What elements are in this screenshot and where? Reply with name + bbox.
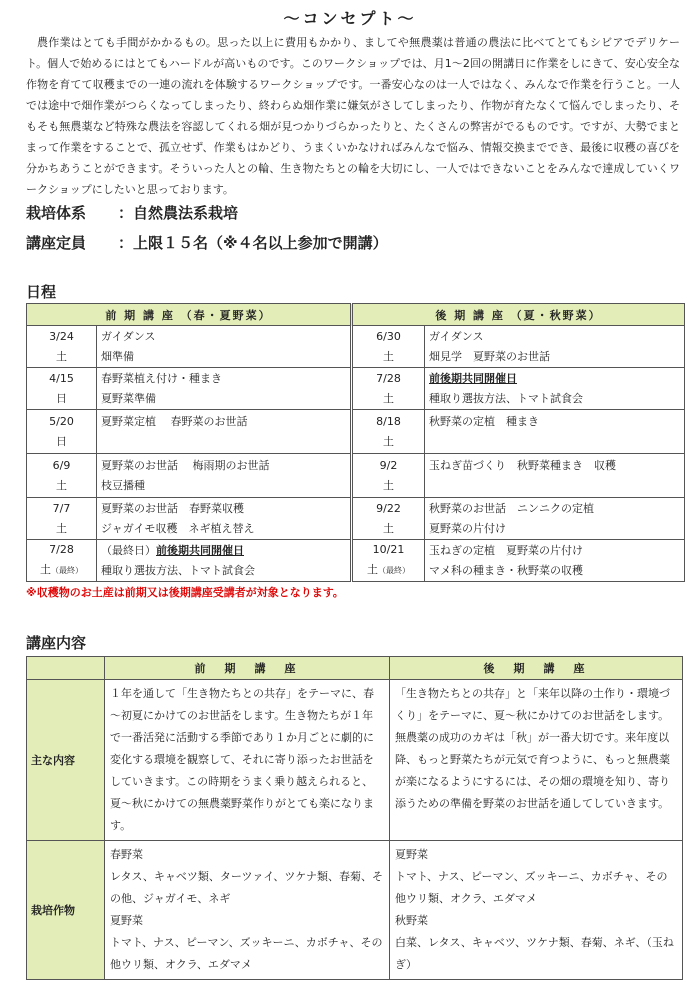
schedule-date-second: 6/30 土 (352, 326, 425, 368)
schedule-date-first: 5/20 日 (27, 410, 97, 454)
schedule-header-second: 後 期 講 座 （夏・秋野菜） (352, 304, 685, 326)
crops-first-list-summer: トマト、ナス、ピーマン、ズッキーニ、カボチャ、その他ウリ類、オクラ、エダマメ (110, 936, 383, 971)
crops-second-list-autumn: 白菜、レタス、キャベツ、ツケナ類、春菊、ネギ、（玉ねぎ） (395, 936, 674, 971)
schedule-date-second: 10/21 土（最終） (352, 540, 425, 582)
crops-second-list-summer: トマト、ナス、ピーマン、ズッキーニ、カボチャ、その他ウリ類、オクラ、エダマメ (395, 870, 668, 905)
course-capacity-value: ：上限１５名（※４名以上参加で開講） (118, 234, 388, 252)
content-table (26, 656, 683, 980)
content-row-crops (27, 841, 683, 980)
crops-first-list-spring: レタス、キャベツ類、ターツァイ、ツケナ類、春菊、その他、ジャガイモ、ネギ (110, 870, 384, 905)
schedule-title: 日程 (26, 283, 57, 301)
course-capacity-label: 講座定員 (26, 234, 87, 252)
schedule-row (27, 326, 685, 368)
schedule-date-second: 9/22 土 (352, 498, 425, 540)
schedule-date-first: 7/28 土（最終） (27, 540, 97, 582)
schedule-activity-first: 夏野菜のお世話 春野菜収穫 ジャガイモ収穫 ネギ植え替え (97, 498, 352, 540)
schedule-row (27, 410, 685, 454)
schedule-header-first: 前 期 講 座 （春・夏野菜） (27, 304, 352, 326)
schedule-date-first: 6/9 土 (27, 454, 97, 498)
crops-second-heading-summer: 夏野菜 (395, 848, 428, 861)
crops-second (390, 841, 683, 980)
crops-label: 栽培作物 (27, 841, 105, 980)
crops-second-heading-autumn: 秋野菜 (395, 914, 428, 927)
cultivation-system-value: ：自然農法系栽培 (118, 204, 239, 222)
cultivation-system-label: 栽培体系 (26, 204, 87, 222)
concept-title: ～コンセプト～ (283, 9, 417, 28)
schedule-row (27, 368, 685, 410)
content-row-main (27, 680, 683, 841)
schedule-activity-second: 秋野菜のお世話 ニンニクの定植 夏野菜の片付け (425, 498, 685, 540)
schedule-row (27, 540, 685, 582)
crops-first (105, 841, 390, 980)
schedule-row (27, 498, 685, 540)
schedule-activity-first: 夏野菜定植 春野菜のお世話 (97, 410, 352, 454)
schedule-date-first: 4/15 日 (27, 368, 97, 410)
schedule-row (27, 454, 685, 498)
schedule-activity-first: 夏野菜のお世話 梅雨期のお世話 枝豆播種 (97, 454, 352, 498)
content-header-first: 前 期 講 座 (105, 657, 390, 680)
schedule-activity-second: ガイダンス 畑見学 夏野菜のお世話 (425, 326, 685, 368)
content-header-second: 後 期 講 座 (390, 657, 683, 680)
concept-paragraph: 農作業はとても手間がかかるもの。思った以上に費用もかかり、ましてや無農薬は普通の農法に比べてとてもシビアでデリケート。個人で始めるにはとてもハードルが高いものです。このワークショップでは、月1～2回の開講日に作業をしにきて、安心安全な作物を育てて収穫までの一連の流れを体験するワークショップです。一番安心なのは一人ではなく、みんなで作業を行うこと。一人では途中で畑作業がつらくなってしまったり、終わらぬ畑作業に嫌気がさしてしまったり、作物が育たなくて悩んでしまったり、そもそも無農薬など特殊な農法を容認してくれる畑が見つかりづらかったりと、たくさんの弊害がでるものです。ですが、大勢でまとまって作業をすることで、孤立せず、作業もはかどり、うまくいかなければみんなで悩み、情報交換まででき、最後に収穫の喜びを分かちあうことができます。そういった人との輪、生き物たちとの輪を大切にし、一人ではできないことをみんなで達成していくワークショップにしたいと思っております。 (26, 36, 680, 196)
cultivation-system (26, 202, 238, 223)
schedule-date-first: 3/24 土 (27, 326, 97, 368)
schedule-activity-first: ガイダンス 畑準備 (97, 326, 352, 368)
concept-body (26, 32, 680, 200)
schedule-activity-second: 秋野菜の定植 種まき (425, 410, 685, 454)
schedule-date-second: 7/28 土 (352, 368, 425, 410)
content-title: 講座内容 (26, 634, 87, 652)
schedule-activity-second: 前後期共同開催日 種取り選抜方法、トマト試食会 (425, 368, 685, 410)
schedule-date-second: 9/2 土 (352, 454, 425, 498)
souvenir-note: ※収穫物のお土産は前期又は後期講座受講者が対象となります。 (26, 586, 344, 599)
schedule-date-second: 8/18 土 (352, 410, 425, 454)
content-header-blank (27, 657, 105, 680)
main-content-second: 「生き物たちとの共存」と「来年以降の土作り・環境づくり」をテーマに、夏～秋にかけてのお世話をします。無農薬の成功のカギは「秋」が一番大切です。来年度以降、もっと野菜たちが元気で育つように、もっと無農薬が楽になるようにするには、その畑の環境を知り、寄り添うための準備を野菜のお世話を通してしていきます。 (390, 680, 683, 841)
main-content-label: 主な内容 (27, 680, 105, 841)
course-capacity (26, 232, 388, 253)
main-content-first: １年を通して「生き物たちとの共存」をテーマに、春～初夏にかけてのお世話をします。生き物たちが１年で一番活発に活動する季節であり１か月ごとに劇的に変化する環境を観察して、それに寄り添ったお世話をしていきます。この時期をうまく乗り越えられると、夏～秋にかけての無農薬野菜作りがとても楽になります。 (105, 680, 390, 841)
schedule-activity-second: 玉ねぎ苗づくり 秋野菜種まき 収穫 (425, 454, 685, 498)
crops-first-heading-spring: 春野菜 (110, 848, 143, 861)
crops-first-heading-summer: 夏野菜 (110, 914, 143, 927)
schedule-activity-first: （最終日）前後期共同開催日 種取り選抜方法、トマト試食会 (97, 540, 352, 582)
schedule-date-first: 7/7 土 (27, 498, 97, 540)
schedule-activity-second: 玉ねぎの定植 夏野菜の片付け マメ科の種まき・秋野菜の収穫 (425, 540, 685, 582)
schedule-table (26, 303, 685, 582)
schedule-activity-first: 春野菜植え付け・種まき 夏野菜準備 (97, 368, 352, 410)
